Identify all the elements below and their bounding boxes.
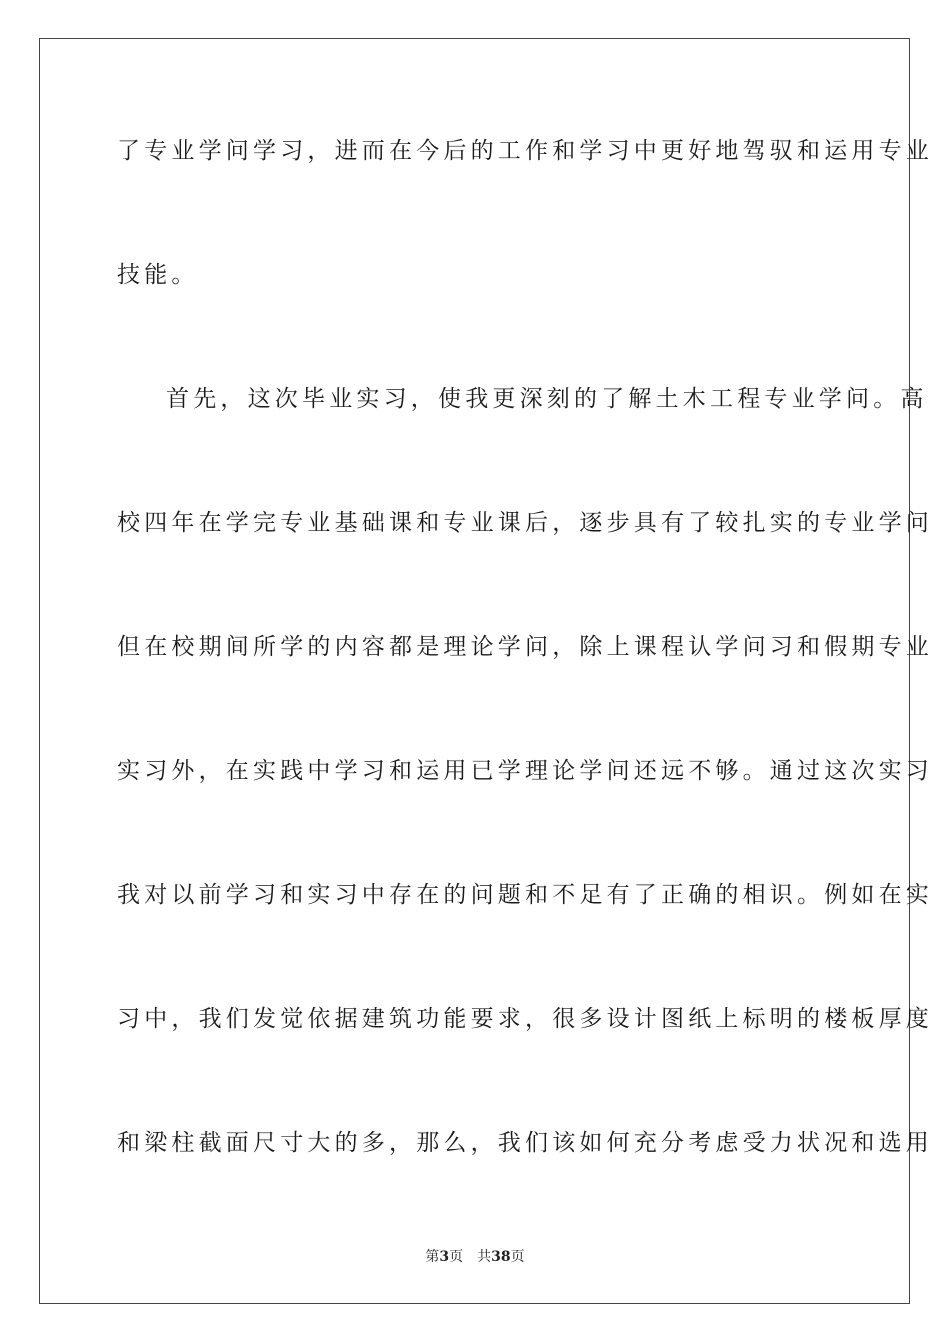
paragraph-start-line: 首先，这次毕业实习，使我更深刻的了解土木工程专业学问。高 — [166, 386, 928, 412]
body-text-line: 习中，我们发觉依据建筑功能要求，很多设计图纸上标明的楼板厚度 — [117, 1006, 933, 1032]
body-text-line: 实习外，在实践中学习和运用已学理论学问还远不够。通过这次实习 — [117, 758, 933, 784]
page-footer — [0, 1248, 950, 1266]
total-label-suffix: 页 — [510, 1249, 525, 1265]
body-text-line: 校四年在学完专业基础课和专业课后，逐步具有了较扎实的专业学问 — [117, 510, 933, 536]
page-border — [39, 38, 933, 1304]
page-number: 3 — [439, 1249, 450, 1265]
body-text-line: 我对以前学习和实习中存在的问题和不足有了正确的相识。例如在实 — [117, 882, 933, 908]
body-text-line: 了专业学问学习，进而在今后的工作和学习中更好地驾驭和运用专业 — [117, 138, 933, 164]
body-text-line: 和梁柱截面尺寸大的多，那么，我们该如何充分考虑受力状况和选用 — [117, 1130, 933, 1156]
body-text-line: 技能。 — [117, 262, 199, 288]
total-label-prefix: 共 — [477, 1249, 492, 1265]
page-label-suffix: 页 — [449, 1249, 464, 1265]
body-text-line: 但在校期间所学的内容都是理论学问，除上课程认学问习和假期专业 — [117, 634, 933, 660]
total-pages: 38 — [491, 1249, 511, 1265]
page-label-prefix: 第 — [425, 1249, 440, 1265]
